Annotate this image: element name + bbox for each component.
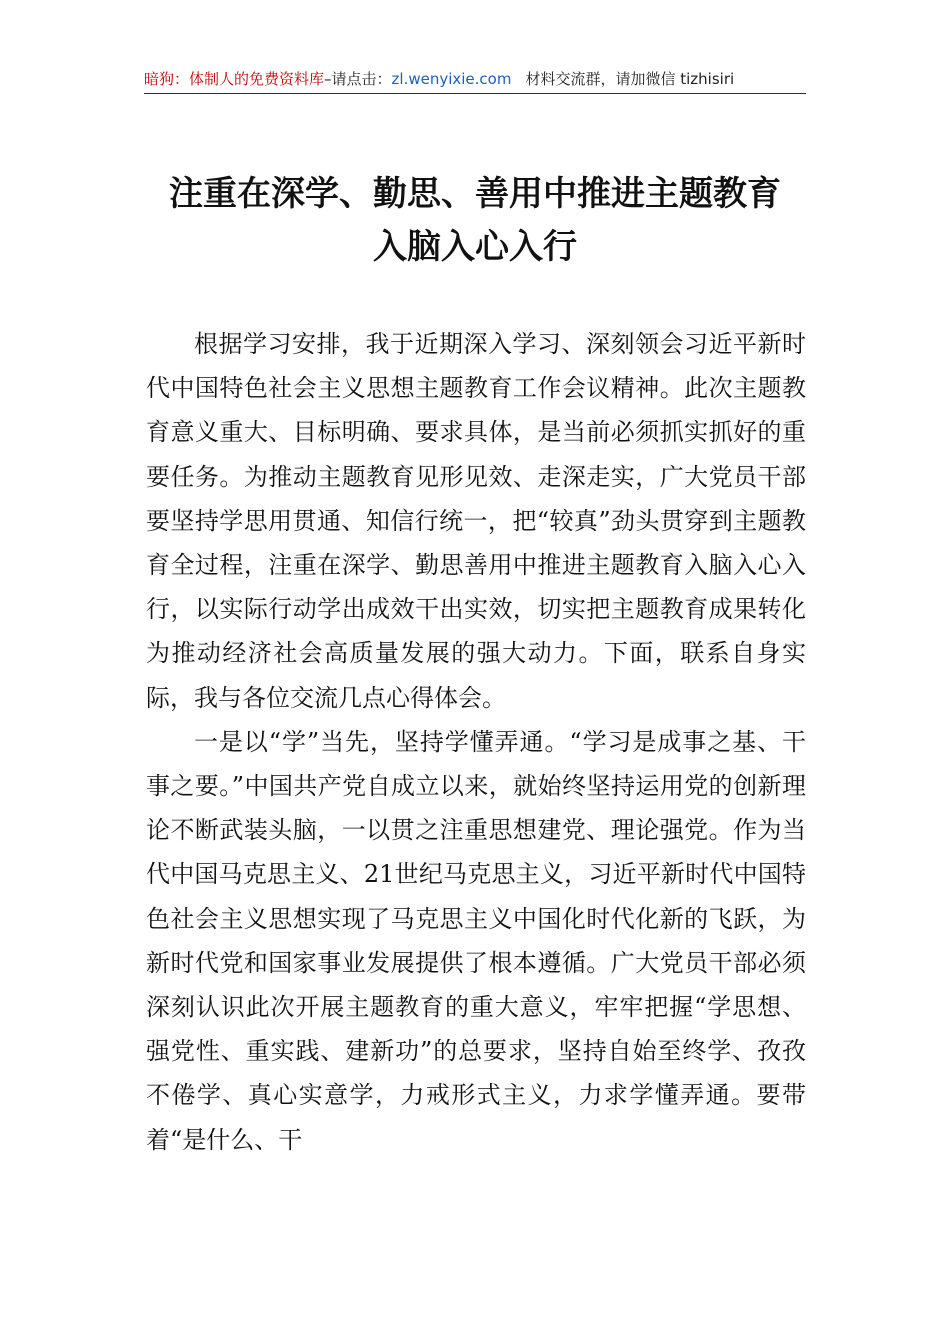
page-header <box>144 66 806 92</box>
paragraph-intro: 根据学习安排，我于近期深入学习、深刻领会习近平新时代中国特色社会主义思想主题教育工作会议精神。此次主题教育意义重大、目标明确、要求具体，是当前必须抓实抓好的重要任务。为推动主题教育见形见效、走深走实，广大党员干部要坚持学思用贯通、知信行统一，把“较真”劲头贯穿到主题教育全过程，注重在深学、勤思善用中推进主题教育入脑入心入行，以实际行动学出成效干出实效，切实把主题教育成果转化为推动经济社会高质量发展的强大动力。下面，联系自身实际，我与各位交流几点心得体会。 <box>146 330 806 712</box>
header-group-note: 材料交流群，请加微信 tizhisiri <box>525 70 735 88</box>
document-title <box>100 168 850 274</box>
header-divider <box>144 93 806 94</box>
title-line-1: 注重在深学、勤思、善用中推进主题教育 <box>169 174 781 214</box>
paragraph-point-one: 一是以“学”当先，坚持学懂弄通。“学习是成事之基、干事之要。”中国共产党自成立以来，就始终坚持运用党的创新理论不断武装头脑，一以贯之注重思想建党、理论强党。作为当代中国马克思主义、21世纪马克思主义，习近平新时代中国特色社会主义思想实现了马克思主义中国化时代化新的飞跃，为新时代党和国家事业发展提供了根本遵循。广大党员干部必须深刻认识此次开展主题教育的重大意义，牢牢把握“学思想、强党性、重实践、建新功”的总要求，坚持自始至终学、孜孜不倦学、真心实意学，力戒形式主义，力求学懂弄通。要带着“是什么、干 <box>146 727 806 1154</box>
document-body <box>146 322 806 1162</box>
header-url-link[interactable]: zl.wenyixie.com <box>391 70 512 88</box>
title-line-2: 入脑入心入行 <box>373 227 577 267</box>
header-click-prompt: –请点击： <box>324 70 392 88</box>
header-site-name: 暗狗：体制人的免费资料库 <box>144 70 325 88</box>
